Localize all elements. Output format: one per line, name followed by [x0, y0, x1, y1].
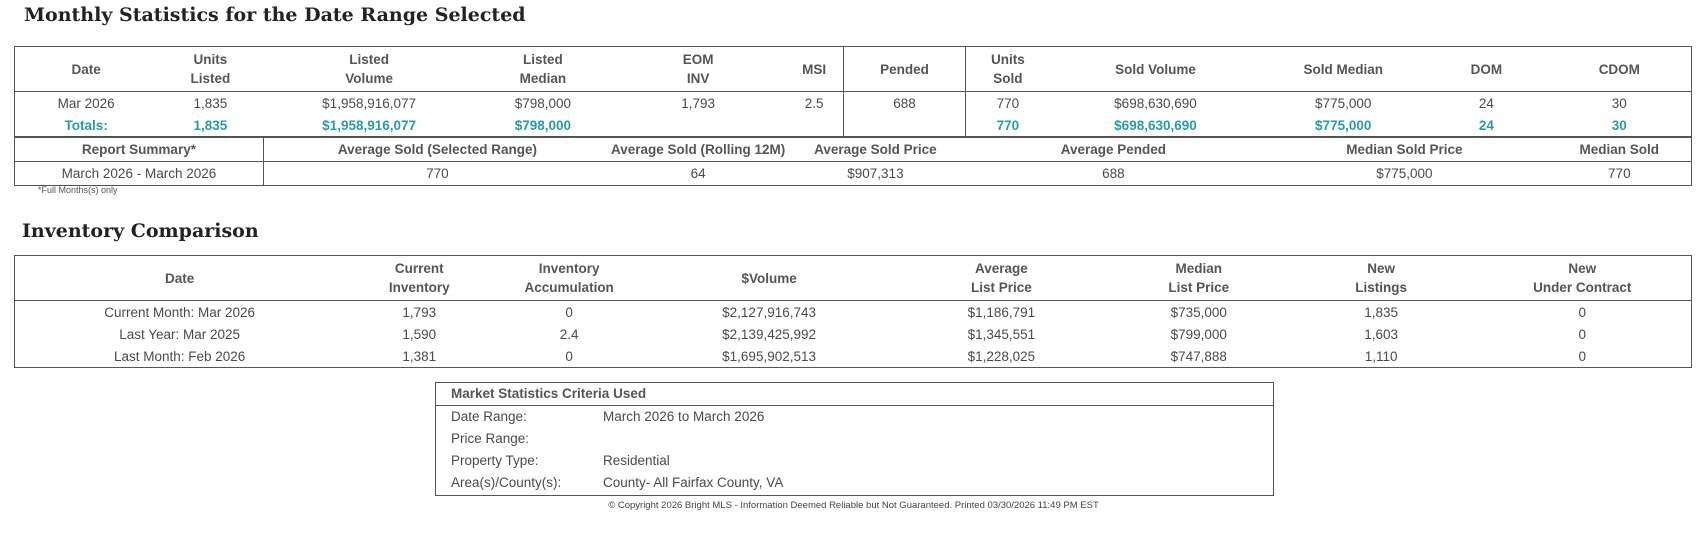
cell-new-under-contract: 0: [1578, 326, 1587, 342]
totals-units-sold: 770: [966, 114, 1050, 137]
cell-average-list-price: $1,345,551: [967, 326, 1036, 342]
col-pended: Pended: [843, 47, 965, 92]
cell-avg-pended: 688: [1102, 166, 1125, 181]
col-median-sold-price: Median Sold Price: [1261, 137, 1547, 162]
col-avg-sold-selected: Average Sold (Selected Range): [263, 137, 611, 162]
criteria-label: Area(s)/County(s):: [451, 475, 562, 490]
full-months-footnote: *Full Months(s) only: [38, 185, 118, 195]
cell-units-sold: 770: [966, 92, 1050, 115]
criteria-property-type: [436, 450, 1273, 472]
col-eom-inv: EOM INV: [611, 47, 785, 92]
cell-inv-date: Current Month: Mar 2026: [104, 304, 256, 320]
col-median-list-price: Median List Price: [1109, 256, 1289, 301]
cell-current-inventory: 1,793: [402, 304, 437, 320]
col-dom: DOM: [1425, 47, 1547, 92]
totals-pended: [843, 114, 965, 137]
totals-sold-volume: $698,630,690: [1114, 117, 1197, 133]
criteria-value: County- All Fairfax County, VA: [603, 475, 784, 490]
cell-new-listings: 1,835: [1364, 304, 1399, 320]
col-listed-median: Listed Median: [475, 47, 611, 92]
cell-avg-sold-selected: 770: [426, 166, 449, 181]
cell-current-inventory: 1,590: [402, 326, 437, 342]
cell-volume: $2,139,425,992: [722, 326, 816, 342]
col-avg-sold-rolling: Average Sold (Rolling 12M): [611, 137, 785, 162]
cell-eom-inv: 1,793: [681, 95, 715, 111]
totals-listed-volume: $1,958,916,077: [322, 117, 417, 133]
col-sold-volume: Sold Volume: [1050, 47, 1261, 92]
cell-inv-date: Last Year: Mar 2025: [119, 326, 241, 342]
cell-current-inventory: 1,381: [402, 348, 437, 364]
cell-sold-volume: $698,630,690: [1114, 95, 1197, 111]
totals-units-listed: 1,835: [193, 117, 228, 133]
col-date: Date: [15, 47, 158, 92]
col-sold-median: Sold Median: [1261, 47, 1425, 92]
totals-msi: [785, 114, 843, 137]
cell-date: Mar 2026: [57, 95, 115, 111]
totals-cdom: 30: [1611, 117, 1627, 133]
cell-msi: 2.5: [804, 95, 824, 111]
monthly-data-row: [15, 92, 1692, 115]
totals-dom: 24: [1478, 117, 1494, 133]
col-units-listed: Units Listed: [157, 47, 263, 92]
market-criteria-box: [435, 382, 1274, 496]
cell-median-list-price: $735,000: [1170, 304, 1227, 320]
cell-avg-sold-price: $907,313: [847, 166, 904, 181]
totals-listed-median: $798,000: [514, 117, 572, 133]
criteria-label: Date Range:: [451, 409, 527, 424]
criteria-value: March 2026 to March 2026: [603, 409, 765, 424]
totals-sold-median: $775,000: [1315, 117, 1372, 133]
monthly-stats-table: [14, 46, 1692, 186]
col-volume: $Volume: [644, 256, 894, 301]
cell-average-list-price: $1,186,791: [967, 304, 1036, 320]
col-current-inventory: Current Inventory: [344, 256, 494, 301]
col-average-list-price: Average List Price: [894, 256, 1109, 301]
col-new-under-contract: New Under Contract: [1474, 256, 1692, 301]
criteria-date-range: [436, 406, 1273, 428]
criteria-value: Residential: [603, 453, 670, 468]
totals-label: Totals:: [64, 117, 108, 133]
cell-pended: 688: [843, 92, 965, 115]
col-avg-pended: Average Pended: [966, 137, 1262, 162]
cell-avg-sold-rolling: 64: [690, 166, 706, 181]
copyright-notice: © Copyright 2026 Bright MLS - Information Deemed Reliable but Not Guaranteed. Printed 03/30/2026 11:49 PM EST: [608, 500, 1099, 511]
cell-new-under-contract: 0: [1578, 304, 1587, 320]
inventory-row-last-month: [15, 345, 1692, 368]
cell-volume: $2,127,916,743: [722, 304, 816, 320]
cell-listed-median: $798,000: [514, 95, 572, 111]
cell-new-under-contract: 0: [1578, 348, 1587, 364]
cell-new-listings: 1,110: [1364, 348, 1398, 364]
col-inventory-accumulation: Inventory Accumulation: [494, 256, 644, 301]
col-listed-volume: Listed Volume: [263, 47, 474, 92]
col-median-sold: Median Sold: [1548, 137, 1692, 162]
cell-inventory-accumulation: 0: [565, 304, 573, 320]
monthly-header-row: [15, 47, 1692, 92]
monthly-stats-title: Monthly Statistics for the Date Range Selected: [24, 4, 526, 26]
inventory-row-current-month: [15, 301, 1692, 324]
criteria-label: Property Type:: [451, 453, 539, 468]
cell-sold-median: $775,000: [1315, 95, 1372, 111]
col-inv-date: Date: [15, 256, 345, 301]
cell-median-sold: 770: [1608, 166, 1631, 181]
cell-inventory-accumulation: 0: [565, 348, 573, 364]
criteria-area: [436, 472, 1273, 494]
summary-data-row: [15, 162, 1692, 186]
col-msi: MSI: [785, 47, 843, 92]
col-avg-sold-price: Average Sold Price: [785, 137, 965, 162]
cell-average-list-price: $1,228,025: [967, 348, 1036, 364]
cell-listed-volume: $1,958,916,077: [322, 95, 417, 111]
cell-median-sold-price: $775,000: [1376, 166, 1433, 181]
col-report-summary: Report Summary*: [15, 137, 264, 162]
cell-inv-date: Last Month: Feb 2026: [113, 348, 246, 364]
cell-dom: 24: [1478, 95, 1494, 111]
criteria-label: Price Range:: [451, 431, 530, 446]
cell-new-listings: 1,603: [1364, 326, 1399, 342]
cell-volume: $1,695,902,513: [722, 348, 816, 364]
totals-eom-inv: [611, 114, 785, 137]
col-cdom: CDOM: [1548, 47, 1692, 92]
cell-units-listed: 1,835: [193, 95, 228, 111]
inventory-row-last-year: [15, 323, 1692, 345]
cell-inventory-accumulation: 2.4: [559, 326, 579, 342]
criteria-price-range: [436, 428, 1273, 450]
col-units-sold: Units Sold: [966, 47, 1050, 92]
summary-header-row: [15, 137, 1692, 162]
cell-cdom: 30: [1611, 95, 1627, 111]
inventory-comparison-table: [14, 255, 1692, 368]
cell-median-list-price: $747,888: [1170, 348, 1227, 364]
criteria-title: Market Statistics Criteria Used: [436, 383, 1273, 406]
inventory-header-row: [15, 256, 1692, 301]
monthly-totals-row: [15, 114, 1692, 137]
inventory-comparison-title: Inventory Comparison: [22, 220, 259, 242]
cell-report-range: March 2026 - March 2026: [15, 162, 264, 186]
cell-median-list-price: $799,000: [1170, 326, 1227, 342]
col-new-listings: New Listings: [1289, 256, 1474, 301]
